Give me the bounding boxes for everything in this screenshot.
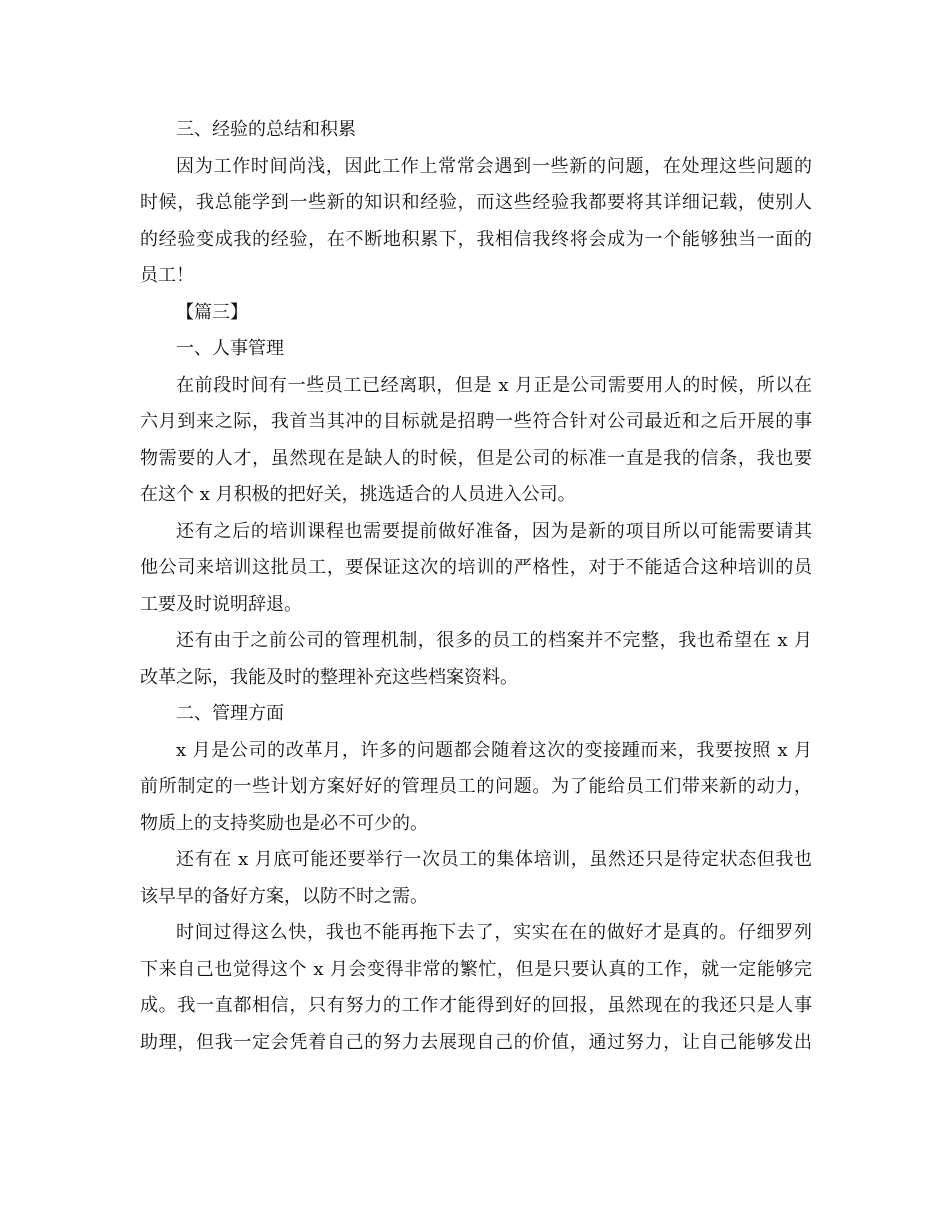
paragraph-line: 的经验变成我的经验，在不断地积累下，我相信我终将会成为一个能够独当一面的 bbox=[140, 228, 812, 250]
paragraph-line: 时间过得这么快，我也不能再拖下去了，实实在在的做好才是真的。仔细罗列 bbox=[176, 922, 812, 943]
paragraph-management-training bbox=[140, 842, 812, 915]
paragraph-conclusion bbox=[140, 915, 812, 1061]
paragraph-line: 还有之后的培训课程也需要提前做好准备，因为是新的项目所以可能需要请其 bbox=[176, 520, 812, 542]
paragraph-hr-archives bbox=[140, 623, 812, 696]
document-body bbox=[140, 112, 812, 1061]
paragraph-line: 时候，我总能学到一些新的知识和经验，而这些经验我都要将其详细记载，使别人 bbox=[140, 192, 812, 213]
paragraph-line: 他公司来培训这批员工，要保证这次的培训的严格性，对于不能适合这种培训的员 bbox=[140, 557, 812, 578]
paragraph-line: 下来自己也觉得这个 x 月会变得非常的繁忙，但是只要认真的工作，就一定能够完 bbox=[140, 958, 812, 980]
section-heading-hr bbox=[140, 331, 812, 368]
paragraph-line: 改革之际，我能及时的整理补充这些档案资料。 bbox=[140, 666, 518, 688]
heading-line: 三、经验的总结和积累 bbox=[176, 119, 356, 140]
paragraph-line: 工要及时说明辞退。 bbox=[140, 593, 302, 615]
section-heading-experience bbox=[140, 112, 812, 149]
paragraph-line: 还有在 x 月底可能还要举行一次员工的集体培训，虽然还只是待定状态但我也 bbox=[176, 849, 812, 870]
paragraph-experience bbox=[140, 149, 812, 295]
heading-line: 二、管理方面 bbox=[176, 703, 284, 724]
paragraph-line: 该早早的备好方案，以防不时之需。 bbox=[140, 885, 428, 907]
paragraph-line: 六月到来之际，我首当其冲的目标就是招聘一些符合针对公司最近和之后开展的事 bbox=[140, 411, 812, 432]
paragraph-line: 物质上的支持奖励也是必不可少的。 bbox=[140, 812, 428, 834]
paragraph-line: 在前段时间有一些员工已经离职，但是 x 月正是公司需要用人的时候，所以在 bbox=[176, 374, 812, 396]
paragraph-hr-recruiting bbox=[140, 368, 812, 514]
paragraph-line: 还有由于之前公司的管理机制，很多的员工的档案并不完整，我也希望在 x 月 bbox=[176, 630, 812, 651]
paragraph-line: 因为工作时间尚浅，因此工作上常常会遇到一些新的问题，在处理这些问题的 bbox=[176, 155, 812, 177]
paragraph-hr-training bbox=[140, 514, 812, 624]
section-heading-management bbox=[140, 696, 812, 733]
paragraph-line: 成。我一直都相信，只有努力的工作才能得到好的回报，虽然现在的我还只是人事 bbox=[140, 995, 812, 1016]
paragraph-management-reform bbox=[140, 733, 812, 843]
paragraph-line: 在这个 x 月积极的把好关，挑选适合的人员进入公司。 bbox=[140, 484, 576, 505]
paragraph-line: 前所制定的一些计划方案好好的管理员工的问题。为了能给员工们带来新的动力， bbox=[140, 776, 812, 797]
paragraph-line: 物需要的人才，虽然现在是缺人的时候，但是公司的标准一直是我的信条，我也要 bbox=[140, 447, 812, 469]
paragraph-line: x 月是公司的改革月，许多的问题都会随着这次的变接踵而来，我要按照 x 月 bbox=[176, 739, 812, 761]
part-title bbox=[140, 295, 812, 332]
paragraph-line: 员工！ bbox=[140, 265, 194, 286]
part-title-line: 【篇三】 bbox=[176, 301, 248, 323]
heading-line: 一、人事管理 bbox=[176, 338, 284, 359]
paragraph-line: 助理，但我一定会凭着自己的努力去展现自己的价值，通过努力，让自己能够发出 bbox=[140, 1031, 812, 1053]
